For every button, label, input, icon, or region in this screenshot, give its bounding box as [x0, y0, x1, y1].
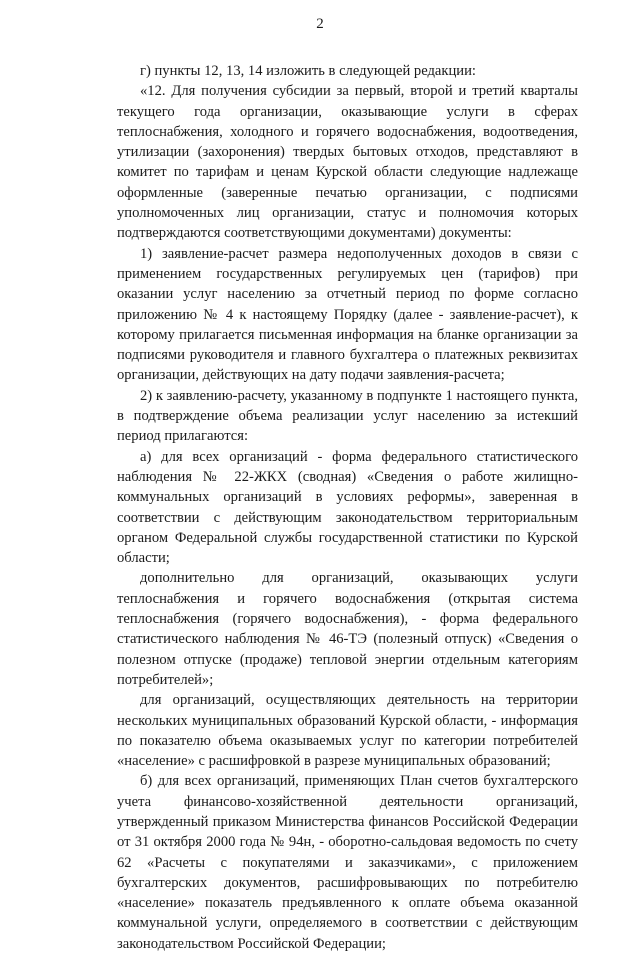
page-number: 2	[316, 16, 324, 32]
paragraph-subitem-2: 2) к заявлению-расчету, указанному в подпункте 1 настоящего пункта, в подтверждение объема реализации услуг населению за истекший период прилагаются:	[117, 387, 578, 445]
paragraph-subitem-b: б) для всех организаций, применяющих План счетов бухгалтерского учета финансово-хозяйственной деятельности организаций, утвержденный приказом Министерства финансов Российской Федерации от 31 октября 2000 года № 94н, - оборотно-сальдовая ведомость по счету 62 «Расчеты с покупателями и заказчиками», с приложением бухгалтерских документов, расшифровывающих по потребителю «население» показатель предъявленного к оплате объема оказанной коммунальной услуги, определяемого в соответствии с действующим законодательством Российской Федерации;	[117, 773, 578, 952]
paragraph-additional-heat-supply: дополнительно для организаций, оказывающих услуги теплоснабжения и горячего водоснабжения (открытая система теплоснабжения (горячего водоснабжения), - форма федерального статистического наблюдения № 46-ТЭ (полезный отпуск) «Сведения о полезном отпуске (продаже) тепловой энергии отдельным категориям потребителей»;	[117, 570, 578, 688]
document-body	[117, 61, 578, 954]
paragraph-intro-clause-g: г) пункты 12, 13, 14 изложить в следующей редакции:	[140, 63, 476, 79]
paragraph-multi-municipal: для организаций, осуществляющих деятельность на территории нескольких муниципальных образований Курской области, - информация по показателю объема оказываемых услуг по категории потребителей «население» с расшифровкой в разрезе муниципальных образований;	[117, 692, 578, 770]
paragraph-subitem-a: а) для всех организаций - форма федерального статистического наблюдения № 22-ЖКХ (сводная) «Сведения о работе жилищно-коммунальных организаций в условиях реформы», заверенная в соответствии с действующим законодательством территориальным органом Федеральной службы государственной статистики по Курской области;	[117, 448, 578, 567]
paragraph-subitem-1: 1) заявление-расчет размера недополученных доходов в связи с применением государственных регулируемых цен (тарифов) при оказании услуг населению за отчетный период по форме согласно приложению № 4 к настоящему Порядку (далее - заявление-расчет), к которому прилагается письменная информация на бланке организации за подписями руководителя и главного бухгалтера о платежных реквизитах организации, действующих на дату подачи заявления-расчета;	[117, 245, 578, 384]
paragraph-item-12: «12. Для получения субсидии за первый, второй и третий кварталы текущего года организации, оказывающие услуги в сферах теплоснабжения, холодного и горячего водоснабжения, водоотведения, утилизации (захоронения) твердых бытовых отходов, представляют в комитет по тарифам и ценам Курской области следующие надлежаще оформленные (заверенные печатью организации, с подписями уполномоченных лиц организации, статус и полномочия которых подтверждаются соответствующими документами) документы:	[117, 83, 578, 242]
